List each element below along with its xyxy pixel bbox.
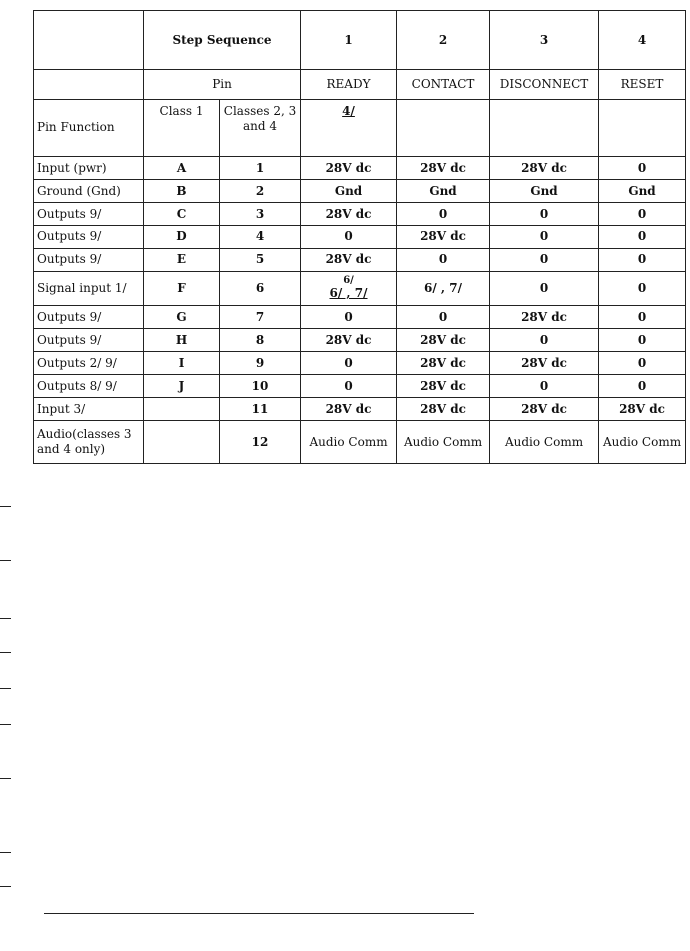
classes234-pin-cell: 7 <box>220 306 301 329</box>
step-value-cell: 0 <box>397 248 490 271</box>
step-value-cell: 0 <box>599 352 686 375</box>
step-value-cell: 28V dc <box>490 306 599 329</box>
classes234-header: Classes 2, 3 and 4 <box>220 99 301 156</box>
class1-pin-cell: C <box>144 203 220 226</box>
step-name-reset: RESET <box>599 70 686 99</box>
classes234-pin-cell: 8 <box>220 329 301 352</box>
pin-function-header: Pin Function <box>34 99 144 156</box>
pin-function-cell: Input 3/ <box>34 398 144 421</box>
step-value-cell: Gnd <box>301 180 397 203</box>
classes234-pin-cell: 12 <box>220 421 301 464</box>
class1-pin-cell: A <box>144 157 220 180</box>
change-bar <box>0 886 11 887</box>
class1-pin-cell: I <box>144 352 220 375</box>
classes234-pin-cell: 3 <box>220 203 301 226</box>
step-value-cell: 0 <box>301 352 397 375</box>
step-value-cell: Audio Comm <box>301 421 397 464</box>
step-sequence-header: Step Sequence <box>144 11 301 70</box>
class1-pin-cell <box>144 398 220 421</box>
classes234-pin-cell: 1 <box>220 157 301 180</box>
step-value-cell: 28V dc <box>397 375 490 398</box>
table-row <box>34 421 686 464</box>
step-value-cell: 0 <box>599 203 686 226</box>
step-value-cell: 0 <box>301 306 397 329</box>
class1-pin-cell: G <box>144 306 220 329</box>
step-value-cell: 28V dc <box>490 352 599 375</box>
empty-note-cell-4 <box>599 99 686 156</box>
step-value-cell: 28V dc <box>397 225 490 248</box>
class1-pin-cell <box>144 421 220 464</box>
step-number-4: 4 <box>599 11 686 70</box>
step-value-cell: 0 <box>397 306 490 329</box>
step-value-text: 6/ , 7/ <box>329 286 368 301</box>
step-name-contact: CONTACT <box>397 70 490 99</box>
empty-corner-cell <box>34 11 144 70</box>
step-value-cell: 28V dc <box>599 398 686 421</box>
pin-function-cell: Outputs 8/ 9/ <box>34 375 144 398</box>
classes234-pin-cell: 2 <box>220 180 301 203</box>
pin-header: Pin <box>144 70 301 99</box>
header-row-step-names <box>34 70 686 99</box>
empty-note-cell-3 <box>490 99 599 156</box>
table-row <box>34 329 686 352</box>
table-row <box>34 180 686 203</box>
step-value-cell: 28V dc <box>397 157 490 180</box>
step-value-cell: 0 <box>490 329 599 352</box>
table-row <box>34 306 686 329</box>
table-row <box>34 248 686 271</box>
pin-function-cell: Outputs 9/ <box>34 203 144 226</box>
table-row <box>34 157 686 180</box>
pin-function-cell: Signal input 1/ <box>34 271 144 305</box>
step-value-cell: Audio Comm <box>599 421 686 464</box>
classes234-pin-cell: 5 <box>220 248 301 271</box>
step-value-cell: Audio Comm <box>397 421 490 464</box>
header-row-step-numbers <box>34 11 686 70</box>
pin-function-cell: Input (pwr) <box>34 157 144 180</box>
change-bar <box>0 724 11 725</box>
step-value-cell: 0 <box>490 271 599 305</box>
step-name-disconnect: DISCONNECT <box>490 70 599 99</box>
table-row <box>34 352 686 375</box>
step-value-cell: 28V dc <box>301 157 397 180</box>
change-bar <box>0 652 11 653</box>
table-row <box>34 203 686 226</box>
classes234-pin-cell: 4 <box>220 225 301 248</box>
classes234-pin-cell: 6 <box>220 271 301 305</box>
step-value-cell: 0 <box>599 248 686 271</box>
table-row <box>34 225 686 248</box>
pin-function-cell: Outputs 2/ 9/ <box>34 352 144 375</box>
step-value-cell: 0 <box>599 375 686 398</box>
table-row <box>34 271 686 305</box>
class1-pin-cell: B <box>144 180 220 203</box>
class1-pin-cell: J <box>144 375 220 398</box>
step-value-cell: 28V dc <box>490 157 599 180</box>
pin-function-cell: Outputs 9/ <box>34 225 144 248</box>
step-name-ready: READY <box>301 70 397 99</box>
step-sequence-table <box>33 10 686 464</box>
pin-function-cell: Outputs 9/ <box>34 306 144 329</box>
pin-function-cell: Outputs 9/ <box>34 248 144 271</box>
step-value-cell: 0 <box>301 375 397 398</box>
empty-note-cell-2 <box>397 99 490 156</box>
change-bar <box>0 852 11 853</box>
classes234-pin-cell: 10 <box>220 375 301 398</box>
change-bar <box>0 618 11 619</box>
class1-pin-cell: H <box>144 329 220 352</box>
step-value-cell: 28V dc <box>397 352 490 375</box>
step-value-cell: 0 <box>301 225 397 248</box>
step-value-cell: 28V dc <box>397 329 490 352</box>
header-row-pin-classes <box>34 99 686 156</box>
step-number-1: 1 <box>301 11 397 70</box>
step-value-cell: 28V dc <box>397 398 490 421</box>
step-value-cell: 0 <box>599 306 686 329</box>
footnote-rule <box>44 913 474 914</box>
step-value-cell: 0 <box>599 225 686 248</box>
pin-function-cell: Ground (Gnd) <box>34 180 144 203</box>
change-bar <box>0 560 11 561</box>
change-bar <box>0 778 11 779</box>
table-row <box>34 398 686 421</box>
step-value-cell: Gnd <box>397 180 490 203</box>
step-value-cell: 0 <box>397 203 490 226</box>
class1-pin-cell: D <box>144 225 220 248</box>
step1-note: 4/ <box>301 99 397 156</box>
step-number-2: 2 <box>397 11 490 70</box>
step-value-cell: 28V dc <box>490 398 599 421</box>
step-value-cell: 6/ , 7/ <box>397 271 490 305</box>
step-value-cell: 0 <box>490 225 599 248</box>
pin-function-cell: Audio(classes 3 and 4 only) <box>34 421 144 464</box>
change-bar <box>0 688 11 689</box>
classes234-pin-cell: 11 <box>220 398 301 421</box>
step-value-cell: 0 <box>599 271 686 305</box>
step-value-cell: 0 <box>490 375 599 398</box>
step-value-cell: 28V dc <box>301 248 397 271</box>
class1-pin-cell: E <box>144 248 220 271</box>
table-row <box>34 375 686 398</box>
step-value-cell: 28V dc <box>301 329 397 352</box>
step-value-cell: 0 <box>490 248 599 271</box>
step-number-3: 3 <box>490 11 599 70</box>
step-value-cell: 0 <box>599 157 686 180</box>
change-bar <box>0 506 11 507</box>
step1-superscript-note: 6/ <box>343 275 354 287</box>
step-value-cell: 28V dc <box>301 398 397 421</box>
classes234-pin-cell: 9 <box>220 352 301 375</box>
empty-corner-cell-2 <box>34 70 144 99</box>
step-value-cell: 28V dc <box>301 203 397 226</box>
pin-function-cell: Outputs 9/ <box>34 329 144 352</box>
class1-pin-cell: F <box>144 271 220 305</box>
step-value-cell: Audio Comm <box>490 421 599 464</box>
step-value-cell: 0 <box>490 203 599 226</box>
step-value-cell: 0 <box>599 329 686 352</box>
step-value-cell: Gnd <box>599 180 686 203</box>
step-value-cell <box>301 271 397 305</box>
class1-header: Class 1 <box>144 99 220 156</box>
step-value-cell: Gnd <box>490 180 599 203</box>
